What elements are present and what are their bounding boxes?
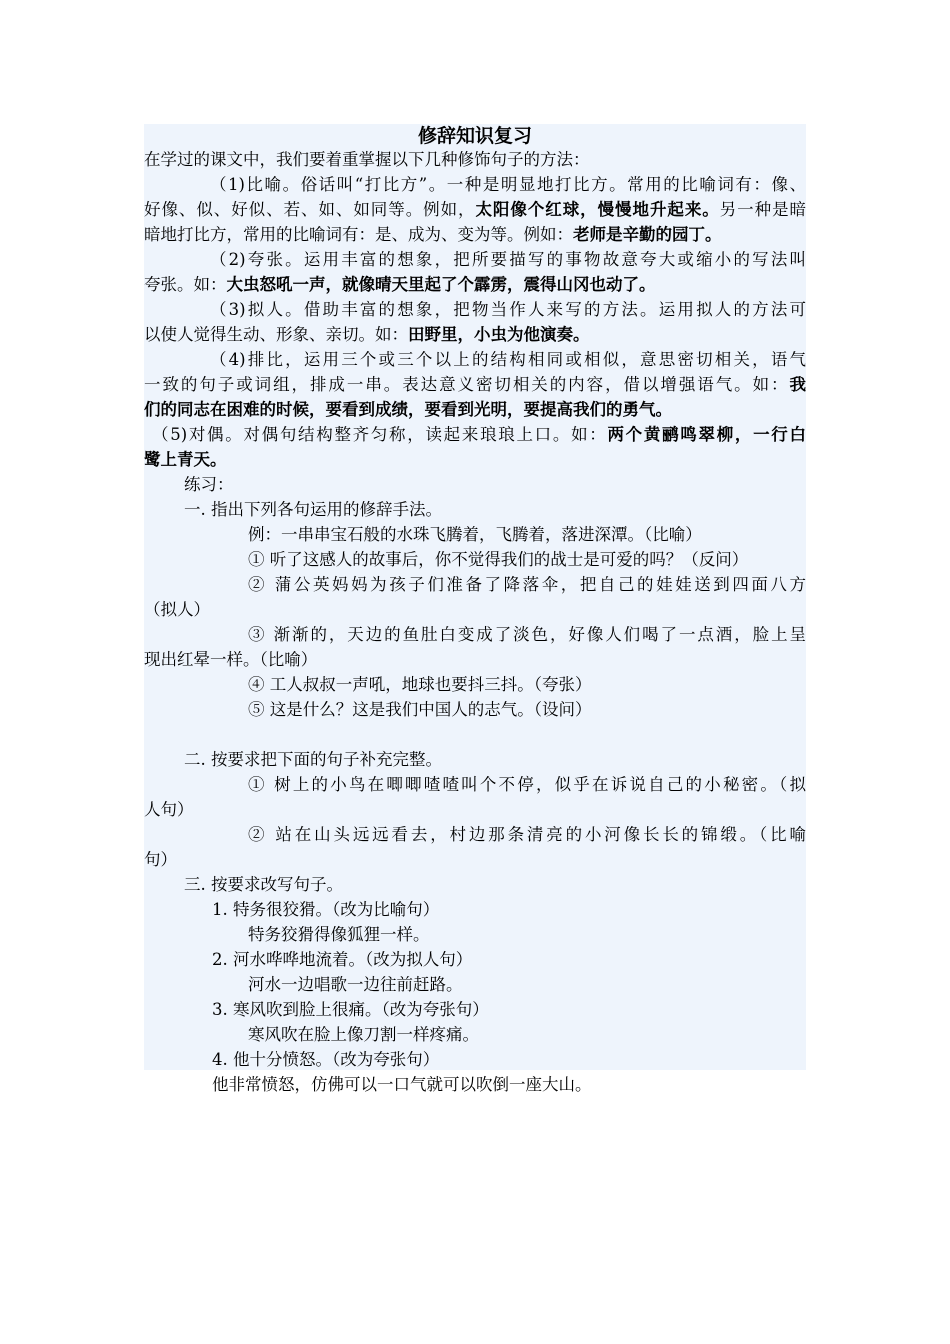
section1-q1: ① 听了这感人的故事后，你不觉得我们的战士是可爱的吗？（反问） bbox=[248, 550, 749, 569]
section3-a2: 河水一边唱歌一边往前赶路。 bbox=[248, 975, 463, 994]
parallelism-line-2: 一致的句子或词组，排成一串。表达意义密切相关的内容，借以增强语气。如：我 bbox=[144, 375, 806, 394]
practice-label: 练习： bbox=[184, 475, 234, 494]
section3-a1: 特务狡猾得像狐狸一样。 bbox=[248, 925, 430, 944]
exaggeration-line-1: （2)夸张。运用丰富的想象，把所要描写的事物故意夸大或缩小的写法叫 bbox=[210, 250, 806, 269]
exaggeration-line-2: 夸张。如：大虫怒吼一声，就像晴天里起了个霹雳，震得山冈也动了。 bbox=[144, 275, 656, 294]
section3-a4: 他非常愤怒，仿佛可以一口气就可以吹倒一座大山。 bbox=[212, 1075, 592, 1094]
section1-q3-cont: 现出红晕一样。（比喻） bbox=[144, 650, 318, 669]
section2-q1-cont: 人句） bbox=[144, 800, 194, 819]
section1-example: 例：一串串宝石般的水珠飞腾着，飞腾着，落进深潭。（比喻） bbox=[248, 525, 702, 544]
parallelism-line-1: （4)排比，运用三个或三个以上的结构相同或相似，意思密切相关，语气 bbox=[210, 350, 806, 369]
personification-line-2: 以使人觉得生动、形象、亲切。如：田野里，小虫为他演奏。 bbox=[144, 325, 590, 344]
page-title: 修辞知识复习 bbox=[417, 125, 532, 147]
metaphor-line-3: 暗地打比方，常用的比喻词有：是、成为、变为等。例如：老师是辛勤的园丁。 bbox=[144, 225, 722, 244]
section1-q2-cont: （拟人） bbox=[144, 600, 210, 619]
section3-heading: 三. 按要求改写句子。 bbox=[184, 875, 343, 894]
section3-q1: 1. 特务很狡猾。（改为比喻句） bbox=[212, 900, 440, 919]
section1-heading: 一. 指出下列各句运用的修辞手法。 bbox=[184, 500, 442, 519]
section3-q4: 4. 他十分愤怒。（改为夸张句） bbox=[212, 1050, 440, 1069]
intro: 在学过的课文中，我们要着重掌握以下几种修饰句子的方法： bbox=[144, 150, 590, 169]
section2-q2: ② 站在山头远远看去，村边那条清亮的小河像长长的锦缎。（比喻 bbox=[248, 825, 806, 844]
antithesis-line-1: （5)对偶。对偶句结构整齐匀称，读起来琅琅上口。如：两个黄鹂鸣翠柳，一行白 bbox=[152, 425, 807, 444]
section3-q3: 3. 寒风吹到脸上很痛。（改为夸张句） bbox=[212, 1000, 489, 1019]
section1-q3: ③ 渐渐的，天边的鱼肚白变成了淡色，好像人们喝了一点酒，脸上呈 bbox=[248, 625, 806, 644]
section1-q5: ⑤ 这是什么？这是我们中国人的志气。（设问） bbox=[248, 700, 592, 719]
parallelism-line-3: 们的同志在困难的时候，要看到成绩，要看到光明，要提高我们的勇气。 bbox=[144, 400, 672, 419]
section1-q2: ② 蒲公英妈妈为孩子们准备了降落伞，把自己的娃娃送到四面八方 bbox=[248, 575, 806, 594]
section2-heading: 二. 按要求把下面的句子补充完整。 bbox=[184, 750, 442, 769]
metaphor-line-2: 好像、似、好似、若、如、如同等。例如，太阳像个红球，慢慢地升起来。另一种是暗 bbox=[144, 200, 807, 219]
section3-a3: 寒风吹在脸上像刀割一样疼痛。 bbox=[248, 1025, 479, 1044]
section2-q1: ① 树上的小鸟在唧唧喳喳叫个不停，似乎在诉说自己的小秘密。（拟 bbox=[248, 775, 806, 794]
personification-line-1: （3)拟人。借助丰富的想象，把物当作人来写的方法。运用拟人的方法可 bbox=[210, 300, 806, 319]
antithesis-line-2: 鹭上青天。 bbox=[144, 450, 227, 469]
section1-q4: ④ 工人叔叔一声吼，地球也要抖三抖。（夸张） bbox=[248, 675, 592, 694]
section3-q2: 2. 河水哗哗地流着。（改为拟人句） bbox=[212, 950, 473, 969]
section2-q2-cont: 句） bbox=[144, 850, 177, 869]
metaphor-line-1: （1)比喻。俗话叫“打比方”。一种是明显地打比方。常用的比喻词有：像、 bbox=[210, 175, 806, 194]
